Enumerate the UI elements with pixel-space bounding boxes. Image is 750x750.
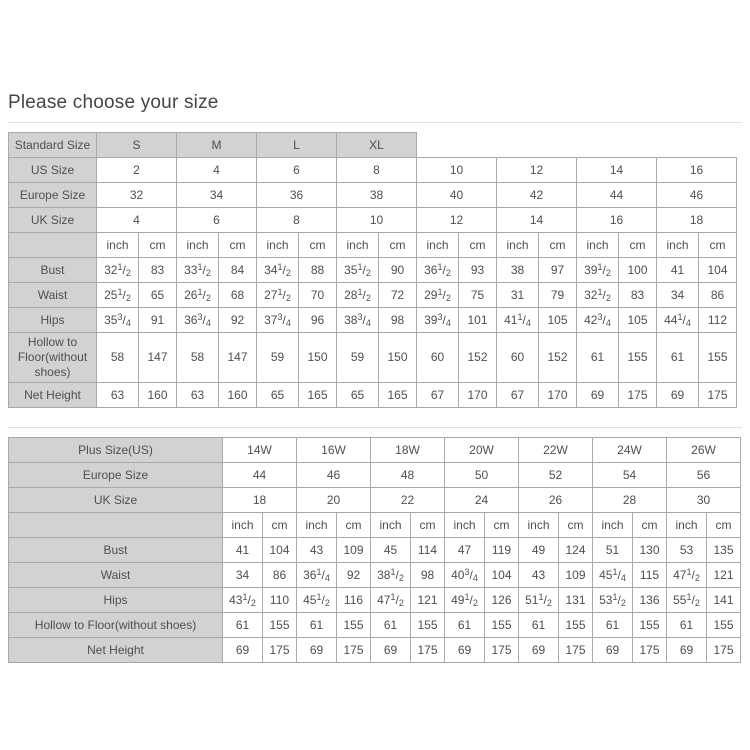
size-cell: 2 — [97, 158, 177, 183]
size-cell: 50 — [445, 463, 519, 488]
table-row — [9, 133, 737, 158]
value-cell: 152 — [539, 333, 577, 383]
size-cell: 14 — [577, 158, 657, 183]
size-cell: 22W — [519, 438, 593, 463]
unit-cell: cm — [707, 513, 741, 538]
value-cell: 150 — [299, 333, 337, 383]
unit-cell: cm — [299, 233, 337, 258]
unit-cell: inch — [417, 233, 459, 258]
size-cell: 44 — [577, 183, 657, 208]
row-label-cell: Bust — [9, 258, 97, 283]
table-row — [9, 283, 737, 308]
value-cell: 165 — [299, 383, 337, 408]
value-cell: $39^3/_4$ — [417, 308, 459, 333]
value-cell: 175 — [485, 638, 519, 663]
value-cell: 61 — [667, 613, 707, 638]
row-label-cell: UK Size — [9, 488, 223, 513]
size-cell: 54 — [593, 463, 667, 488]
value-cell: 61 — [519, 613, 559, 638]
size-cell: 20W — [445, 438, 519, 463]
unit-cell: inch — [297, 513, 337, 538]
value-cell: 59 — [257, 333, 299, 383]
value-cell: 97 — [539, 258, 577, 283]
value-cell: 155 — [485, 613, 519, 638]
divider-line — [8, 427, 742, 428]
value-cell: $26^1/_2$ — [177, 283, 219, 308]
value-cell: 47 — [445, 538, 485, 563]
value-cell: 65 — [337, 383, 379, 408]
size-cell: 10 — [337, 208, 417, 233]
unit-cell: cm — [699, 233, 737, 258]
table-row — [9, 538, 741, 563]
value-cell: $49^1/_2$ — [445, 588, 485, 613]
size-cell: 10 — [417, 158, 497, 183]
value-cell: 49 — [519, 538, 559, 563]
unit-cell: cm — [539, 233, 577, 258]
unit-cell: inch — [593, 513, 633, 538]
size-cell: S — [97, 133, 177, 158]
unit-cell: cm — [633, 513, 667, 538]
value-cell: 175 — [411, 638, 445, 663]
value-cell: 126 — [485, 588, 519, 613]
value-cell: 34 — [657, 283, 699, 308]
value-cell: $43^1/_2$ — [223, 588, 263, 613]
value-cell: 160 — [219, 383, 257, 408]
size-cell: 8 — [337, 158, 417, 183]
value-cell: 112 — [699, 308, 737, 333]
value-cell: 175 — [263, 638, 297, 663]
unit-cell: cm — [379, 233, 417, 258]
unit-cell: inch — [667, 513, 707, 538]
standard-size-table — [8, 132, 737, 408]
value-cell: 70 — [299, 283, 337, 308]
value-cell: 124 — [559, 538, 593, 563]
value-cell: $28^1/_2$ — [337, 283, 379, 308]
row-label-cell: Waist — [9, 563, 223, 588]
value-cell: $36^1/_2$ — [417, 258, 459, 283]
value-cell: 83 — [139, 258, 177, 283]
size-cell: 40 — [417, 183, 497, 208]
size-cell: 44 — [223, 463, 297, 488]
value-cell: 58 — [97, 333, 139, 383]
size-cell: 48 — [371, 463, 445, 488]
value-cell: 115 — [633, 563, 667, 588]
row-label-cell: UK Size — [9, 208, 97, 233]
value-cell: 104 — [485, 563, 519, 588]
value-cell: 67 — [417, 383, 459, 408]
value-cell: $32^1/_2$ — [577, 283, 619, 308]
value-cell: 61 — [223, 613, 263, 638]
value-cell: 116 — [337, 588, 371, 613]
value-cell: $25^1/_2$ — [97, 283, 139, 308]
size-cell: 36 — [257, 183, 337, 208]
value-cell: 93 — [459, 258, 497, 283]
value-cell: $55^1/_2$ — [667, 588, 707, 613]
unit-cell: inch — [445, 513, 485, 538]
value-cell: $38^3/_4$ — [337, 308, 379, 333]
value-cell: $33^1/_2$ — [177, 258, 219, 283]
row-label-cell: Waist — [9, 283, 97, 308]
value-cell: 60 — [497, 333, 539, 383]
table-row — [9, 438, 741, 463]
value-cell: 63 — [97, 383, 139, 408]
value-cell: 67 — [497, 383, 539, 408]
unit-cell: cm — [263, 513, 297, 538]
row-label-cell: Hollow to Floor(without shoes) — [9, 613, 223, 638]
value-cell: $37^3/_4$ — [257, 308, 299, 333]
size-cell: 16 — [577, 208, 657, 233]
size-cell: 14W — [223, 438, 297, 463]
value-cell: $47^1/_2$ — [667, 563, 707, 588]
value-cell: 41 — [223, 538, 263, 563]
unit-cell: cm — [619, 233, 657, 258]
value-cell: $29^1/_2$ — [417, 283, 459, 308]
value-cell: 60 — [417, 333, 459, 383]
value-cell: 155 — [559, 613, 593, 638]
value-cell: 75 — [459, 283, 497, 308]
value-cell: 65 — [257, 383, 299, 408]
value-cell: 31 — [497, 283, 539, 308]
divider-line — [8, 122, 742, 123]
value-cell: 91 — [139, 308, 177, 333]
value-cell: 41 — [657, 258, 699, 283]
unit-cell: cm — [411, 513, 445, 538]
unit-cell: cm — [139, 233, 177, 258]
unit-cell: cm — [485, 513, 519, 538]
size-cell: 18 — [657, 208, 737, 233]
table-row — [9, 513, 741, 538]
size-cell: XL — [337, 133, 417, 158]
row-label-cell: Plus Size(US) — [9, 438, 223, 463]
table-row — [9, 463, 741, 488]
size-cell: 6 — [257, 158, 337, 183]
value-cell: 84 — [219, 258, 257, 283]
unit-cell: inch — [337, 233, 379, 258]
size-cell: 4 — [177, 158, 257, 183]
plus-size-table — [8, 437, 741, 663]
value-cell: 69 — [657, 383, 699, 408]
value-cell: $36^1/_4$ — [297, 563, 337, 588]
value-cell: 175 — [699, 383, 737, 408]
row-label-cell: Europe Size — [9, 183, 97, 208]
size-cell: 22 — [371, 488, 445, 513]
value-cell: $38^1/_2$ — [371, 563, 411, 588]
value-cell: 69 — [371, 638, 411, 663]
unit-cell: inch — [177, 233, 219, 258]
size-cell: 14 — [497, 208, 577, 233]
value-cell: 68 — [219, 283, 257, 308]
table-row — [9, 488, 741, 513]
value-cell: 69 — [577, 383, 619, 408]
value-cell: 105 — [619, 308, 657, 333]
size-cell: L — [257, 133, 337, 158]
size-cell: 8 — [257, 208, 337, 233]
value-cell: $41^1/_4$ — [497, 308, 539, 333]
unit-cell: inch — [257, 233, 299, 258]
value-cell: 90 — [379, 258, 417, 283]
page-title: Please choose your size — [8, 92, 219, 113]
value-cell: $45^1/_4$ — [593, 563, 633, 588]
value-cell: 92 — [337, 563, 371, 588]
value-cell: 34 — [223, 563, 263, 588]
table-row — [9, 613, 741, 638]
value-cell: 69 — [297, 638, 337, 663]
value-cell: 152 — [459, 333, 497, 383]
value-cell: 98 — [411, 563, 445, 588]
value-cell: 165 — [379, 383, 417, 408]
value-cell: $53^1/_2$ — [593, 588, 633, 613]
size-cell: 38 — [337, 183, 417, 208]
row-label-cell — [9, 513, 223, 538]
value-cell: $47^1/_2$ — [371, 588, 411, 613]
value-cell: 61 — [577, 333, 619, 383]
value-cell: 86 — [699, 283, 737, 308]
value-cell: 175 — [559, 638, 593, 663]
unit-cell: inch — [97, 233, 139, 258]
value-cell: 101 — [459, 308, 497, 333]
value-cell: 155 — [619, 333, 657, 383]
value-cell: 105 — [539, 308, 577, 333]
value-cell: 170 — [539, 383, 577, 408]
row-label-cell — [9, 233, 97, 258]
size-cell: 56 — [667, 463, 741, 488]
value-cell: 150 — [379, 333, 417, 383]
size-cell: 6 — [177, 208, 257, 233]
value-cell: 175 — [337, 638, 371, 663]
size-cell: 24 — [445, 488, 519, 513]
value-cell: 155 — [699, 333, 737, 383]
row-label-cell: Hollow to Floor(without shoes) — [9, 333, 97, 383]
size-cell: 12 — [417, 208, 497, 233]
value-cell: 130 — [633, 538, 667, 563]
table-row — [9, 208, 737, 233]
value-cell: 155 — [263, 613, 297, 638]
row-label-cell: US Size — [9, 158, 97, 183]
value-cell: 119 — [485, 538, 519, 563]
row-label-cell: Hips — [9, 308, 97, 333]
value-cell: $32^1/_2$ — [97, 258, 139, 283]
value-cell: $35^3/_4$ — [97, 308, 139, 333]
value-cell: 38 — [497, 258, 539, 283]
value-cell: 61 — [657, 333, 699, 383]
row-label-cell: Bust — [9, 538, 223, 563]
value-cell: 61 — [445, 613, 485, 638]
unit-cell: cm — [459, 233, 497, 258]
size-cell: 16 — [657, 158, 737, 183]
table-row — [9, 183, 737, 208]
value-cell: 110 — [263, 588, 297, 613]
value-cell: 175 — [633, 638, 667, 663]
row-label-cell: Net Height — [9, 638, 223, 663]
value-cell: 69 — [667, 638, 707, 663]
value-cell: 61 — [297, 613, 337, 638]
value-cell: 109 — [337, 538, 371, 563]
size-cell: 4 — [97, 208, 177, 233]
value-cell: 131 — [559, 588, 593, 613]
value-cell: $39^1/_2$ — [577, 258, 619, 283]
unit-cell: cm — [559, 513, 593, 538]
table-row — [9, 333, 737, 383]
value-cell: 96 — [299, 308, 337, 333]
value-cell: 135 — [707, 538, 741, 563]
size-cell: 12 — [497, 158, 577, 183]
value-cell: 141 — [707, 588, 741, 613]
size-cell: 46 — [297, 463, 371, 488]
value-cell: 88 — [299, 258, 337, 283]
value-cell: 43 — [297, 538, 337, 563]
unit-cell: inch — [371, 513, 411, 538]
value-cell: 69 — [519, 638, 559, 663]
table-row — [9, 588, 741, 613]
value-cell: 51 — [593, 538, 633, 563]
value-cell: 58 — [177, 333, 219, 383]
table-row — [9, 233, 737, 258]
unit-cell: cm — [219, 233, 257, 258]
row-label-cell: Europe Size — [9, 463, 223, 488]
value-cell: 175 — [707, 638, 741, 663]
size-cell: 16W — [297, 438, 371, 463]
value-cell: $27^1/_2$ — [257, 283, 299, 308]
value-cell: 63 — [177, 383, 219, 408]
value-cell: $36^3/_4$ — [177, 308, 219, 333]
value-cell: 104 — [699, 258, 737, 283]
value-cell: 69 — [593, 638, 633, 663]
table-row — [9, 258, 737, 283]
table-row — [9, 308, 737, 333]
row-label-cell: Hips — [9, 588, 223, 613]
value-cell: 175 — [619, 383, 657, 408]
value-cell: 61 — [371, 613, 411, 638]
value-cell: 69 — [223, 638, 263, 663]
size-cell: 20 — [297, 488, 371, 513]
value-cell: 155 — [337, 613, 371, 638]
value-cell: 109 — [559, 563, 593, 588]
unit-cell: inch — [497, 233, 539, 258]
value-cell: 121 — [411, 588, 445, 613]
value-cell: 72 — [379, 283, 417, 308]
value-cell: $44^1/_4$ — [657, 308, 699, 333]
size-cell: 18 — [223, 488, 297, 513]
value-cell: $40^3/_4$ — [445, 563, 485, 588]
value-cell: 43 — [519, 563, 559, 588]
value-cell: 98 — [379, 308, 417, 333]
value-cell: 65 — [139, 283, 177, 308]
value-cell: 147 — [219, 333, 257, 383]
size-cell: 32 — [97, 183, 177, 208]
value-cell: 86 — [263, 563, 297, 588]
table-row — [9, 383, 737, 408]
size-cell: 26 — [519, 488, 593, 513]
value-cell: 69 — [445, 638, 485, 663]
value-cell: 104 — [263, 538, 297, 563]
value-cell: 100 — [619, 258, 657, 283]
value-cell: 147 — [139, 333, 177, 383]
value-cell: $45^1/_2$ — [297, 588, 337, 613]
size-cell: 46 — [657, 183, 737, 208]
value-cell: $42^3/_4$ — [577, 308, 619, 333]
value-cell: 155 — [411, 613, 445, 638]
unit-cell: inch — [519, 513, 559, 538]
value-cell: $51^1/_2$ — [519, 588, 559, 613]
value-cell: $34^1/_2$ — [257, 258, 299, 283]
table-row — [9, 563, 741, 588]
size-cell: 42 — [497, 183, 577, 208]
value-cell: 155 — [633, 613, 667, 638]
value-cell: 59 — [337, 333, 379, 383]
row-label-cell: Standard Size — [9, 133, 97, 158]
unit-cell: inch — [577, 233, 619, 258]
value-cell: 45 — [371, 538, 411, 563]
value-cell: 79 — [539, 283, 577, 308]
value-cell: 121 — [707, 563, 741, 588]
unit-cell: inch — [223, 513, 263, 538]
value-cell: 136 — [633, 588, 667, 613]
size-cell: 34 — [177, 183, 257, 208]
size-cell: 24W — [593, 438, 667, 463]
value-cell: 83 — [619, 283, 657, 308]
size-cell: 30 — [667, 488, 741, 513]
size-cell: 28 — [593, 488, 667, 513]
unit-cell: cm — [337, 513, 371, 538]
row-label-cell: Net Height — [9, 383, 97, 408]
size-cell: M — [177, 133, 257, 158]
value-cell: 114 — [411, 538, 445, 563]
value-cell: 61 — [593, 613, 633, 638]
size-cell: 26W — [667, 438, 741, 463]
value-cell: 53 — [667, 538, 707, 563]
value-cell: 92 — [219, 308, 257, 333]
value-cell: 155 — [707, 613, 741, 638]
table-row — [9, 638, 741, 663]
size-cell: 52 — [519, 463, 593, 488]
value-cell: 170 — [459, 383, 497, 408]
size-cell: 18W — [371, 438, 445, 463]
value-cell: $35^1/_2$ — [337, 258, 379, 283]
value-cell: 160 — [139, 383, 177, 408]
unit-cell: inch — [657, 233, 699, 258]
table-row — [9, 158, 737, 183]
